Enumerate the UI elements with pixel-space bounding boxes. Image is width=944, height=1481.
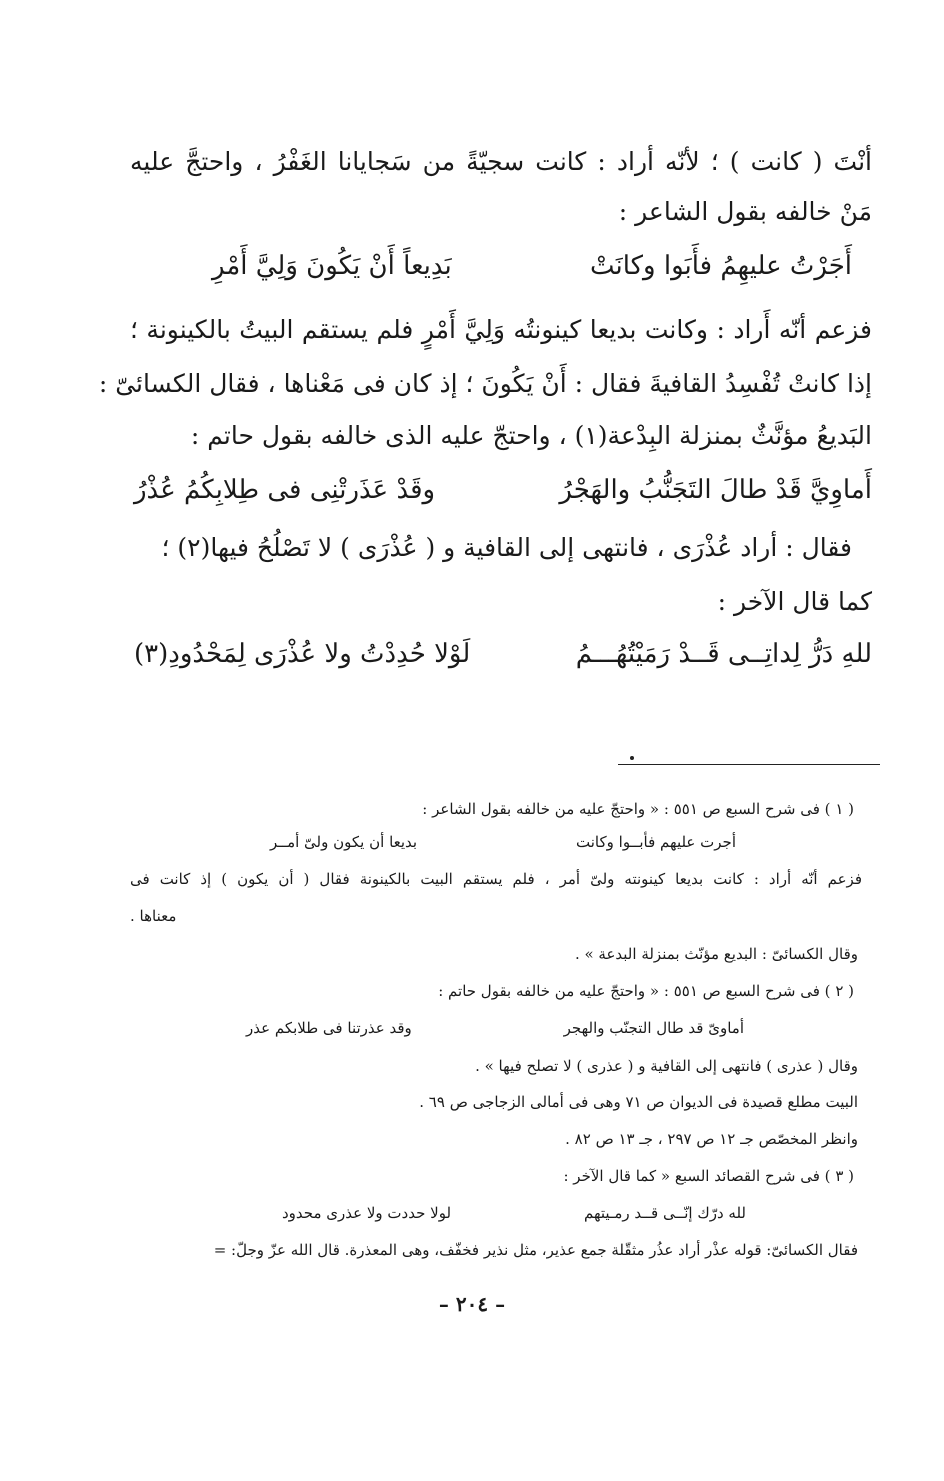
- body-line: أنْتَ ( كانت ) ؛ لأنّه أراد : كانت سجيّةً من سَجايانا الغَفْرُ ، واحتجَّ عليه: [130, 147, 872, 176]
- verse-hemistich-left: لَوْلا حُدِدْتُ ولا عُذْرَى لِمَحْدُودِ(٣): [134, 639, 471, 669]
- footnote-line: فقال الكسائىّ: قوله عذْر أراد عذُر مثقّلة جمع عذير، مثل نذير فخفّف، وهى المعذرة. قال الله عزّ وجلّ: =: [213, 1241, 858, 1259]
- footnote-line: فزعم أنّه أراد : كانت بديعا كينونته ولىّ أمر ، فلم يستقم البيت بالكينونة فقال ( أن يكون ) إذ كانت فى: [130, 870, 862, 888]
- footnote-verse-right: أماوىّ قد طال التجنّب والهجر: [563, 1019, 744, 1037]
- verse-hemistich-left: بَدِيعاً أَنْ يَكُونَ وَلِيَّ أَمْرِ: [212, 251, 452, 281]
- footnote-verse-right: لله درّك إنّــى قــد رمـيتهم: [583, 1204, 746, 1222]
- footnote-line: ( ٣ ) فى شرح القصائد السبع « كما قال الآخر :: [563, 1167, 854, 1185]
- footnote-verse-left: لولا حددت ولا عذرى محدود: [282, 1204, 452, 1222]
- footnote-verse-right: أجرت عليهم فأبــوا وكانت: [576, 833, 736, 851]
- verse-hemistich-left: وقَدْ عَذَرتْنِى فى طِلابِكُمُ عُذْرُ: [134, 475, 436, 505]
- body-line: مَنْ خالفه بقول الشاعر :: [618, 197, 872, 226]
- footnote-verse-left: بديعا أن يكون ولىّ أمــر: [270, 833, 418, 851]
- footnote-line: وانظر المخصّص جـ ١٢ ص ٢٩٧ ، جـ ١٣ ص ٨٢ .: [565, 1130, 858, 1148]
- footnote-separator: [618, 764, 880, 765]
- page-number: – ٢٠٤ –: [438, 1292, 506, 1316]
- verse-hemistich-right: أَماوِيَّ قَدْ طالَ التَجَنُّبُ والهَجْرُ: [559, 475, 872, 505]
- body-line: فقال : أراد عُذْرَى ، فانتهى إلى القافية و ( عُذْرَى ) لا تَصْلُحُ فيها(٢) ؛: [161, 533, 852, 562]
- footnote-line: معناها .: [130, 907, 177, 925]
- body-line: البَديعُ مؤنَّثٌ بمنزلة البِدْعة(١) ، واحتجّ عليه الذى خالفه بقول حاتم :: [190, 421, 872, 450]
- footnote-line: وقال ( عذرى ) فانتهى إلى القافية و ( عذرى ) لا تصلح فيها » .: [475, 1057, 858, 1075]
- footnote-line: ( ١ ) فى شرح السبع ص ٥٥١ : « واحتجّ عليه من خالفه بقول الشاعر :: [422, 800, 854, 818]
- verse-hemistich-right: للهِ دَرُّ لِداتِــى قَــدْ رَمَيْتُهُـــمُ: [575, 639, 872, 669]
- body-line: كما قال الآخر :: [717, 587, 872, 616]
- body-line: فزعم أنّه أَراد : وكانت بديعا كينونتُه وَلِيَّ أَمْرٍ فلم يستقم البيتُ بالكينونة ؛: [130, 315, 872, 344]
- footnote-verse-left: وقد عذرتنا فى طلابكم عذر: [246, 1019, 412, 1037]
- footnote-line: البيت مطلع قصيدة فى الديوان ص ٧١ وهى فى أمالى الزجاجى ص ٦٩ .: [419, 1093, 858, 1111]
- footnote-line: وقال الكسائىّ : البديع مؤنّث بمنزلة البدعة » .: [574, 945, 858, 963]
- body-line: إذا كانتْ تُفْسِدُ القافيةَ فقال : أَنْ يَكُونَ ؛ إذ كان فى مَعْناها ، فقال الكسائىّ :: [98, 369, 872, 398]
- ornament-dot: [630, 756, 634, 760]
- footnote-line: ( ٢ ) فى شرح السبع ص ٥٥١ : « واحتجّ عليه من خالفه بقول حاتم :: [438, 982, 854, 1000]
- verse-hemistich-right: أَجَرْتُ عليهِمُ فأَبَوا وكانَتْ: [589, 251, 852, 281]
